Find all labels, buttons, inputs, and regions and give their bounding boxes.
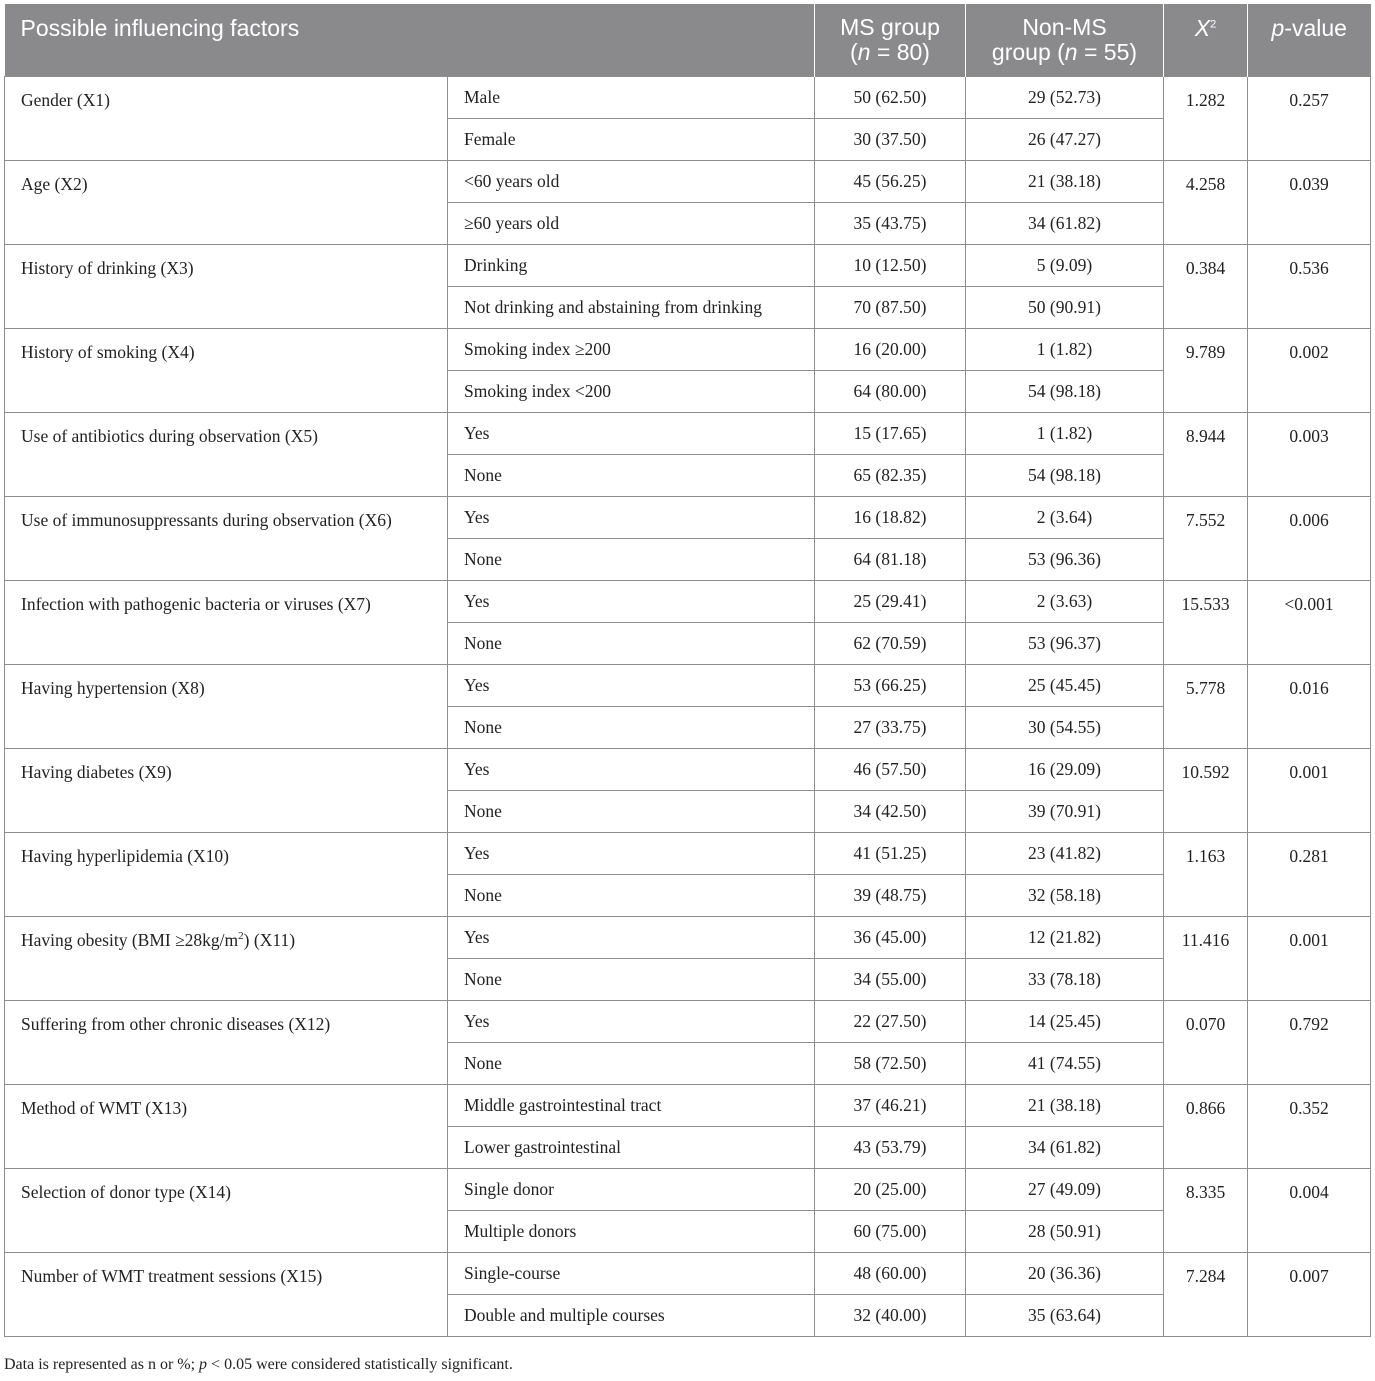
non-ms-group-value: 41 (74.55) <box>966 1042 1164 1084</box>
factor-cell: Selection of donor type (X14) <box>5 1168 448 1252</box>
ms-group-value: 25 (29.41) <box>815 580 966 622</box>
factor-cell: Method of WMT (X13) <box>5 1084 448 1168</box>
ms-group-value: 32 (40.00) <box>815 1294 966 1336</box>
header-p-value: p-value <box>1248 4 1371 76</box>
level-cell: Yes <box>448 496 815 538</box>
p-value: 0.536 <box>1248 244 1371 328</box>
level-cell: Female <box>448 118 815 160</box>
chi-square-value: 11.416 <box>1164 916 1248 1000</box>
non-ms-group-value: 21 (38.18) <box>966 160 1164 202</box>
non-ms-group-value: 27 (49.09) <box>966 1168 1164 1210</box>
ms-group-value: 15 (17.65) <box>815 412 966 454</box>
chi-square-value: 8.944 <box>1164 412 1248 496</box>
p-value: 0.792 <box>1248 1000 1371 1084</box>
ms-group-value: 64 (80.00) <box>815 370 966 412</box>
level-cell: None <box>448 538 815 580</box>
level-cell: Single-course <box>448 1252 815 1294</box>
non-ms-group-value: 35 (63.64) <box>966 1294 1164 1336</box>
non-ms-group-value: 29 (52.73) <box>966 76 1164 118</box>
ms-group-value: 30 (37.50) <box>815 118 966 160</box>
chi-square-value: 4.258 <box>1164 160 1248 244</box>
ms-group-value: 16 (20.00) <box>815 328 966 370</box>
chi-square-value: 7.284 <box>1164 1252 1248 1336</box>
level-cell: Lower gastrointestinal <box>448 1126 815 1168</box>
level-cell: None <box>448 958 815 1000</box>
p-value: 0.002 <box>1248 328 1371 412</box>
table-header <box>5 4 1371 76</box>
non-ms-group-value: 26 (47.27) <box>966 118 1164 160</box>
factor-cell: Use of immunosuppressants during observation (X6) <box>5 496 448 580</box>
non-ms-group-value: 20 (36.36) <box>966 1252 1164 1294</box>
p-value: 0.257 <box>1248 76 1371 160</box>
header-factors: Possible influencing factors <box>5 4 815 76</box>
factor-cell: Having hyperlipidemia (X10) <box>5 832 448 916</box>
non-ms-group-value: 2 (3.64) <box>966 496 1164 538</box>
p-value: <0.001 <box>1248 580 1371 664</box>
ms-group-value: 58 (72.50) <box>815 1042 966 1084</box>
table-row <box>5 1000 1371 1042</box>
non-ms-group-value: 1 (1.82) <box>966 328 1164 370</box>
factor-cell: Infection with pathogenic bacteria or viruses (X7) <box>5 580 448 664</box>
ms-group-value: 45 (56.25) <box>815 160 966 202</box>
non-ms-group-value: 53 (96.36) <box>966 538 1164 580</box>
non-ms-group-value: 33 (78.18) <box>966 958 1164 1000</box>
ms-group-value: 41 (51.25) <box>815 832 966 874</box>
non-ms-group-value: 54 (98.18) <box>966 370 1164 412</box>
table-row <box>5 496 1371 538</box>
p-value: 0.039 <box>1248 160 1371 244</box>
ms-group-value: 70 (87.50) <box>815 286 966 328</box>
level-cell: None <box>448 706 815 748</box>
influencing-factors-table <box>4 4 1371 1337</box>
non-ms-group-value: 1 (1.82) <box>966 412 1164 454</box>
table-row <box>5 412 1371 454</box>
ms-group-value: 10 (12.50) <box>815 244 966 286</box>
non-ms-group-value: 25 (45.45) <box>966 664 1164 706</box>
factor-cell: Use of antibiotics during observation (X5) <box>5 412 448 496</box>
chi-square-value: 7.552 <box>1164 496 1248 580</box>
header-ms-group: MS group (n = 80) <box>815 4 966 76</box>
level-cell: Not drinking and abstaining from drinking <box>448 286 815 328</box>
header-non-ms-group: Non-MS group (n = 55) <box>966 4 1164 76</box>
factor-cell: History of smoking (X4) <box>5 328 448 412</box>
non-ms-group-value: 12 (21.82) <box>966 916 1164 958</box>
table-row <box>5 916 1371 958</box>
ms-group-value: 37 (46.21) <box>815 1084 966 1126</box>
table-row <box>5 76 1371 118</box>
table-row <box>5 832 1371 874</box>
non-ms-group-value: 16 (29.09) <box>966 748 1164 790</box>
factor-cell: Age (X2) <box>5 160 448 244</box>
chi-square-value: 15.533 <box>1164 580 1248 664</box>
p-value: 0.003 <box>1248 412 1371 496</box>
level-cell: None <box>448 790 815 832</box>
p-value: 0.001 <box>1248 916 1371 1000</box>
ms-group-value: 60 (75.00) <box>815 1210 966 1252</box>
ms-group-value: 64 (81.18) <box>815 538 966 580</box>
ms-group-value: 34 (42.50) <box>815 790 966 832</box>
chi-square-value: 10.592 <box>1164 748 1248 832</box>
p-value: 0.281 <box>1248 832 1371 916</box>
p-value: 0.007 <box>1248 1252 1371 1336</box>
p-value: 0.352 <box>1248 1084 1371 1168</box>
chi-square-value: 0.866 <box>1164 1084 1248 1168</box>
chi-square-value: 8.335 <box>1164 1168 1248 1252</box>
level-cell: Male <box>448 76 815 118</box>
ms-group-value: 20 (25.00) <box>815 1168 966 1210</box>
level-cell: <60 years old <box>448 160 815 202</box>
factor-cell: Suffering from other chronic diseases (X12) <box>5 1000 448 1084</box>
chi-square-value: 9.789 <box>1164 328 1248 412</box>
level-cell: None <box>448 874 815 916</box>
header-chi-square: $X^2$ <box>1164 4 1248 76</box>
level-cell: Double and multiple courses <box>448 1294 815 1336</box>
p-value: 0.001 <box>1248 748 1371 832</box>
ms-group-value: 35 (43.75) <box>815 202 966 244</box>
level-cell: Drinking <box>448 244 815 286</box>
non-ms-group-value: 32 (58.18) <box>966 874 1164 916</box>
non-ms-group-value: 54 (98.18) <box>966 454 1164 496</box>
non-ms-group-value: 14 (25.45) <box>966 1000 1164 1042</box>
factor-cell: Having diabetes (X9) <box>5 748 448 832</box>
p-value: 0.016 <box>1248 664 1371 748</box>
non-ms-group-value: 21 (38.18) <box>966 1084 1164 1126</box>
ms-group-value: 43 (53.79) <box>815 1126 966 1168</box>
ms-group-value: 53 (66.25) <box>815 664 966 706</box>
chi-square-value: 1.282 <box>1164 76 1248 160</box>
p-value: 0.006 <box>1248 496 1371 580</box>
ms-group-value: 27 (33.75) <box>815 706 966 748</box>
non-ms-group-value: 30 (54.55) <box>966 706 1164 748</box>
ms-group-value: 34 (55.00) <box>815 958 966 1000</box>
table-container <box>4 4 1370 1337</box>
factor-cell: Number of WMT treatment sessions (X15) <box>5 1252 448 1336</box>
factor-cell: Having obesity $(BMI \ge 28kg/m^2)$ (X11) <box>5 916 448 1000</box>
non-ms-group-value: 23 (41.82) <box>966 832 1164 874</box>
level-cell: Multiple donors <box>448 1210 815 1252</box>
chi-square-value: 5.778 <box>1164 664 1248 748</box>
ms-group-value: 62 (70.59) <box>815 622 966 664</box>
factor-cell: History of drinking (X3) <box>5 244 448 328</box>
chi-square-value: 1.163 <box>1164 832 1248 916</box>
table-body <box>5 76 1371 1336</box>
table-row <box>5 1084 1371 1126</box>
table-row <box>5 580 1371 622</box>
table-row <box>5 664 1371 706</box>
ms-group-value: 46 (57.50) <box>815 748 966 790</box>
table-row <box>5 1168 1371 1210</box>
level-cell: Yes <box>448 664 815 706</box>
level-cell: None <box>448 1042 815 1084</box>
non-ms-group-value: 2 (3.63) <box>966 580 1164 622</box>
non-ms-group-value: 39 (70.91) <box>966 790 1164 832</box>
ms-group-value: 39 (48.75) <box>815 874 966 916</box>
non-ms-group-value: 50 (90.91) <box>966 286 1164 328</box>
level-cell: Yes <box>448 916 815 958</box>
level-cell: Yes <box>448 412 815 454</box>
level-cell: Yes <box>448 832 815 874</box>
level-cell: Smoking index <200 <box>448 370 815 412</box>
level-cell: Single donor <box>448 1168 815 1210</box>
ms-group-value: 22 (27.50) <box>815 1000 966 1042</box>
level-cell: Middle gastrointestinal tract <box>448 1084 815 1126</box>
non-ms-group-value: 34 (61.82) <box>966 1126 1164 1168</box>
level-cell: Yes <box>448 580 815 622</box>
level-cell: Yes <box>448 1000 815 1042</box>
header-row <box>5 4 1371 76</box>
level-cell: Smoking index ≥200 <box>448 328 815 370</box>
table-row <box>5 160 1371 202</box>
non-ms-group-value: 5 (9.09) <box>966 244 1164 286</box>
table-footnote: Data is represented as n or %; p < 0.05 were considered statistically significant. <box>4 1356 513 1373</box>
non-ms-group-value: 53 (96.37) <box>966 622 1164 664</box>
table-row <box>5 244 1371 286</box>
table-row <box>5 1252 1371 1294</box>
table-row <box>5 328 1371 370</box>
level-cell: Yes <box>448 748 815 790</box>
chi-square-value: 0.384 <box>1164 244 1248 328</box>
level-cell: None <box>448 622 815 664</box>
factor-cell: Gender (X1) <box>5 76 448 160</box>
level-cell: ≥60 years old <box>448 202 815 244</box>
ms-group-value: 50 (62.50) <box>815 76 966 118</box>
ms-group-value: 65 (82.35) <box>815 454 966 496</box>
factor-cell: Having hypertension (X8) <box>5 664 448 748</box>
chi-square-value: 0.070 <box>1164 1000 1248 1084</box>
table-row <box>5 748 1371 790</box>
ms-group-value: 36 (45.00) <box>815 916 966 958</box>
ms-group-value: 16 (18.82) <box>815 496 966 538</box>
level-cell: None <box>448 454 815 496</box>
non-ms-group-value: 28 (50.91) <box>966 1210 1164 1252</box>
non-ms-group-value: 34 (61.82) <box>966 202 1164 244</box>
p-value: 0.004 <box>1248 1168 1371 1252</box>
ms-group-value: 48 (60.00) <box>815 1252 966 1294</box>
